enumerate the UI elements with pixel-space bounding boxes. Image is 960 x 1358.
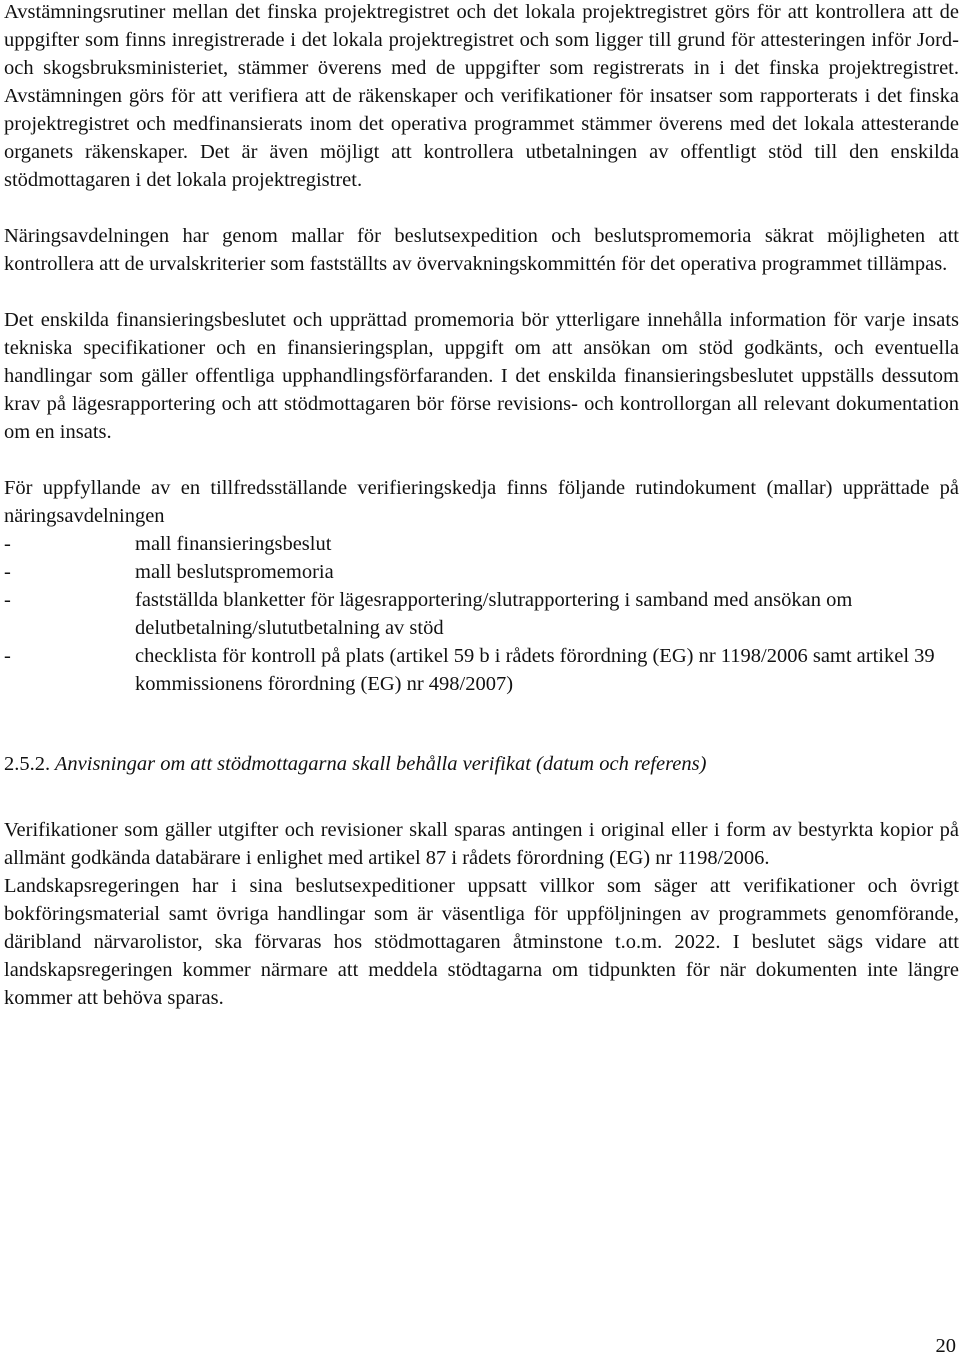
list-marker: - — [4, 561, 11, 583]
list-item-text: mall beslutspromemoria — [135, 561, 334, 583]
paragraph-verification-storage: Verifikationer som gäller utgifter och revisioner skall sparas antingen i original eller i form av bestyrkta kopior på allmänt godkända databärare i enlighet med artikel 87 i rådets förordning (EG) nr 1198/2006. — [4, 819, 959, 869]
list-item-text: mall finansieringsbeslut — [135, 533, 332, 555]
list-marker: - — [4, 589, 11, 611]
paragraph-financing-decision: Det enskilda finansieringsbeslutet och upprättad promemoria bör ytterligare innehålla information för varje insats tekniska specifikationer och en finansieringsplan, uppgift om att ansökan om stöd godkänts, och eventuella handlingar som gäller offentliga upphandlingsförfaranden. I det enskilda finansieringsbeslutet uppställs dessutom krav på lägesrapportering och att stödmottagaren bör förse revisions- och kontrollorgan all relevant dokumentation om en insats. — [4, 309, 959, 443]
page-number: 20 — [935, 1335, 956, 1357]
routine-documents-list — [4, 530, 959, 698]
list-item — [4, 642, 959, 698]
list-item — [4, 558, 959, 586]
list-marker: - — [4, 533, 11, 555]
list-item — [4, 530, 959, 558]
list-marker: - — [4, 645, 11, 667]
paragraph-templates: Näringsavdelningen har genom mallar för beslutsexpedition och beslutspromemoria säkrat möjligheten att kontrollera att de urvalskriterier som fastställts av övervakningskommittén för det operativa programmet tillämpas. — [4, 225, 959, 275]
paragraph-reconciliation: Avstämningsrutiner mellan det finska projektregistret och det lokala projektregistret görs för att kontrollera att de uppgifter som finns inregistrerade i det lokala projektregistret och som ligger till grund för attesteringen inför Jord- och skogsbruksministeriet, stämmer överens med de uppgifter som registrerats in i det finska projektregistret. Avstämningen görs för att verifiera att de räkenskaper och verifikationer för insatser som rapporterats i det finska projektregistret och medfinansierats inom det operativa programmet stämmer överens med det lokala attesterande organets räkenskaper. Det är även möjligt att kontrollera utbetalningen av offentligt stöd till den enskilda stödmottagaren i det lokala projektregistret. — [4, 1, 959, 191]
list-item-text: fastställda blanketter för lägesrapportering/slutrapportering i samband med ansökan om delutbetalning/slututbetalning av stöd — [135, 589, 853, 639]
section-heading — [4, 750, 959, 778]
document-page — [4, 0, 959, 1012]
list-item-text: checklista för kontroll på plats (artikel 59 b i rådets förordning (EG) nr 1198/2006 samt artikel 39 kommissionens förordning (EG) nr 498/2007) — [135, 645, 935, 695]
section-number: 2.5.2. — [4, 753, 51, 775]
section-title: Anvisningar om att stödmottagarna skall behålla verifikat (datum och referens) — [54, 753, 707, 775]
paragraph-retention-conditions: Landskapsregeringen har i sina beslutsexpeditioner uppsatt villkor som säger att verifikationer och övrigt bokföringsmaterial samt övriga handlingar som är väsentliga för uppföljningen av programmets genomförande, däribland närvarolistor, ska förvaras hos stödmottagaren åtminstone t.o.m. 2022. I beslutet sägs vidare att landskapsregeringen kommer närmare att meddela stödtagarna om tidpunkten för när dokumenten inte längre kommer att behöva sparas. — [4, 875, 959, 1009]
paragraph-verification-chain: För uppfyllande av en tillfredsställande verifieringskedja finns följande rutindokument (mallar) upprättade på näringsavdelningen — [4, 477, 959, 527]
list-item — [4, 586, 959, 642]
